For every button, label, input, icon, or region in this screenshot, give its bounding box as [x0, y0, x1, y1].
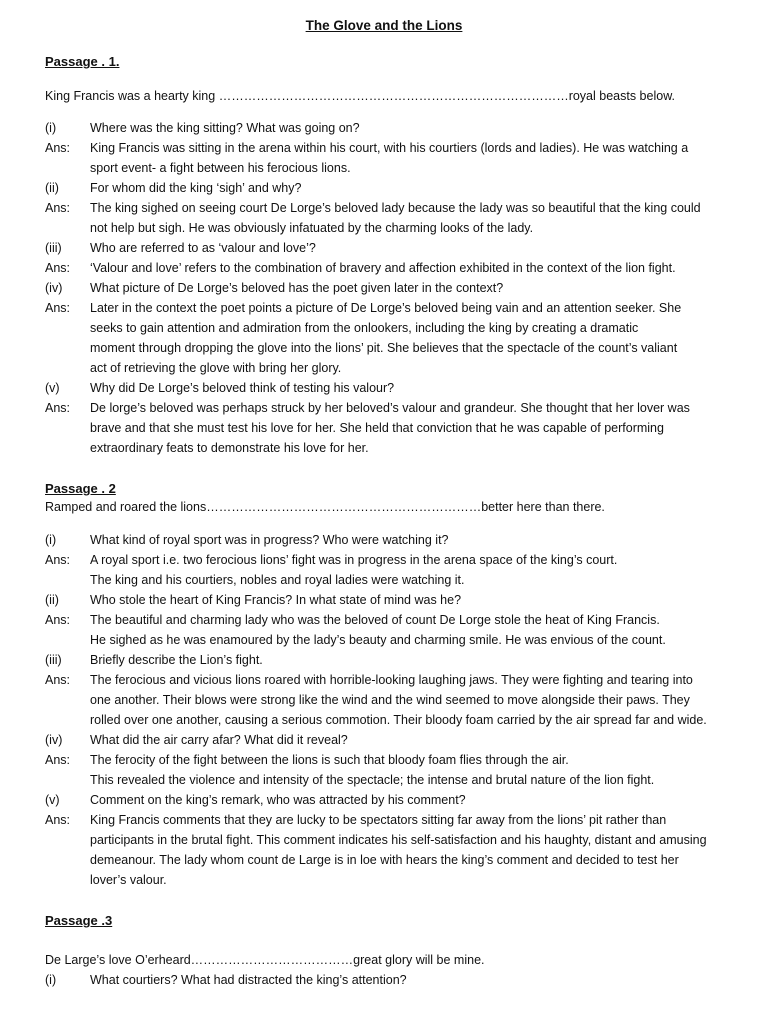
question-line	[45, 970, 735, 990]
answer-text: The king and his courtiers, nobles and royal ladies were watching it.	[90, 573, 465, 587]
answer-text: moment through dropping the glove into the lions’ pit. She believes that the spectacle of the count’s valiant	[90, 341, 678, 355]
answer-line	[45, 670, 735, 690]
label-spacer	[45, 358, 90, 378]
answer-line	[45, 398, 735, 418]
label-spacer	[45, 830, 90, 850]
label-spacer	[45, 690, 90, 710]
answer-line	[45, 218, 735, 238]
answer-line	[45, 358, 735, 378]
answer-line	[45, 550, 735, 570]
answer-text: King Francis was sitting in the arena within his court, with his courtiers (lords and ladies). He was watching a	[90, 141, 689, 155]
question-line	[45, 238, 735, 258]
answer-label: Ans:	[45, 401, 71, 415]
answer-label: Ans:	[45, 141, 71, 155]
answer-text: brave and that she must test his love for her. She held that conviction that he was capable of performing	[90, 421, 664, 435]
answer-line	[45, 690, 735, 710]
passage-1-questions	[45, 118, 735, 458]
question-number: (i)	[45, 533, 57, 547]
answer-text: ‘Valour and love’ refers to the combination of bravery and affection exhibited in the context of the lion fight.	[90, 261, 676, 275]
question-number: (iv)	[45, 733, 63, 747]
answer-text: sport event- a fight between his ferocious lions.	[90, 161, 351, 175]
question-number: (iv)	[45, 281, 63, 295]
answer-line	[45, 570, 735, 590]
answer-line	[45, 318, 735, 338]
answer-label: Ans:	[45, 813, 71, 827]
question-line	[45, 590, 735, 610]
label-spacer	[45, 218, 90, 238]
answer-text: King Francis comments that they are lucky to be spectators sitting far away from the lions’ pit rather than	[90, 813, 667, 827]
answer-text: rolled over one another, causing a serious commotion. Their bloody foam carried by the air spread far and wide.	[90, 713, 707, 727]
answer-label: Ans:	[45, 753, 71, 767]
answer-text: Later in the context the poet points a picture of De Lorge’s beloved being vain and an attention seeker. She	[90, 301, 682, 315]
answer-line	[45, 810, 735, 830]
label-spacer	[45, 158, 90, 178]
question-number: (i)	[45, 121, 57, 135]
answer-line	[45, 850, 735, 870]
question-number: (v)	[45, 381, 60, 395]
question-number: (iii)	[45, 241, 62, 255]
label-spacer	[45, 630, 90, 650]
answer-text: lover’s valour.	[90, 873, 167, 887]
label-spacer	[45, 318, 90, 338]
answer-text: extraordinary feats to demonstrate his love for her.	[90, 441, 369, 455]
passage-2-heading: Passage . 2	[45, 481, 116, 496]
label-spacer	[45, 418, 90, 438]
question-line	[45, 178, 735, 198]
answer-line	[45, 438, 735, 458]
question-number: (v)	[45, 793, 60, 807]
answer-line	[45, 830, 735, 850]
question-line	[45, 278, 735, 298]
answer-line	[45, 710, 735, 730]
answer-text: act of retrieving the glove with bring her glory.	[90, 361, 342, 375]
answer-label: Ans:	[45, 261, 71, 275]
passage-2-excerpt: Ramped and roared the lions…………………………………………………………better here than there.	[45, 500, 605, 514]
question-text: Who are referred to as ‘valour and love’?	[90, 241, 316, 255]
passage-3-excerpt: De Large’s love O’erheard…………………………………great glory will be mine.	[45, 953, 485, 967]
answer-line	[45, 770, 735, 790]
passage-3-heading: Passage .3	[45, 913, 113, 928]
question-text: Where was the king sitting? What was going on?	[90, 121, 360, 135]
answer-label: Ans:	[45, 613, 71, 627]
question-line	[45, 730, 735, 750]
question-text: What courtiers? What had distracted the king’s attention?	[90, 973, 407, 987]
question-text: Who stole the heart of King Francis? In what state of mind was he?	[90, 593, 462, 607]
answer-text: seeks to gain attention and admiration from the onlookers, including the king by creating a dramatic	[90, 321, 639, 335]
answer-line	[45, 138, 735, 158]
answer-text: The king sighed on seeing court De Lorge’s beloved lady because the lady was so beautiful that the king could	[90, 201, 701, 215]
answer-text: one another. Their blows were strong like the wind and the wind seemed to move alongside their paws. They	[90, 693, 690, 707]
label-spacer	[45, 770, 90, 790]
answer-text: The beautiful and charming lady who was the beloved of count De Lorge stole the heat of King Francis.	[90, 613, 660, 627]
question-line	[45, 530, 735, 550]
question-text: Briefly describe the Lion’s fight.	[90, 653, 263, 667]
answer-line	[45, 338, 735, 358]
answer-text: He sighed as he was enamoured by the lady’s beauty and charming smile. He was envious of the count.	[90, 633, 666, 647]
passage-1-excerpt: King Francis was a hearty king …………………………………………………………………………royal beasts below.	[45, 89, 675, 103]
question-number: (iii)	[45, 653, 62, 667]
answer-line	[45, 630, 735, 650]
answer-line	[45, 418, 735, 438]
label-spacer	[45, 570, 90, 590]
answer-text: demeanour. The lady whom count de Large is in loe with hears the king’s comment and decided to test her	[90, 853, 679, 867]
answer-line	[45, 158, 735, 178]
label-spacer	[45, 338, 90, 358]
question-line	[45, 790, 735, 810]
answer-text: The ferocious and vicious lions roared with horrible-looking laughing jaws. They were fighting and tearing into	[90, 673, 693, 687]
answer-line	[45, 610, 735, 630]
answer-text: De lorge’s beloved was perhaps struck by her beloved’s valour and grandeur. She thought that her lover was	[90, 401, 690, 415]
answer-line	[45, 870, 735, 890]
question-number: (ii)	[45, 181, 59, 195]
answer-label: Ans:	[45, 553, 71, 567]
question-number: (ii)	[45, 593, 59, 607]
label-spacer	[45, 850, 90, 870]
answer-line	[45, 750, 735, 770]
question-text: Comment on the king’s remark, who was attracted by his comment?	[90, 793, 466, 807]
question-line	[45, 378, 735, 398]
label-spacer	[45, 710, 90, 730]
answer-text: The ferocity of the fight between the lions is such that bloody foam flies through the air.	[90, 753, 569, 767]
answer-line	[45, 258, 735, 278]
question-text: What kind of royal sport was in progress? Who were watching it?	[90, 533, 449, 547]
question-line	[45, 118, 735, 138]
answer-line	[45, 198, 735, 218]
answer-label: Ans:	[45, 673, 71, 687]
answer-text: not help but sigh. He was obviously infatuated by the charming looks of the lady.	[90, 221, 534, 235]
label-spacer	[45, 438, 90, 458]
question-text: What did the air carry afar? What did it reveal?	[90, 733, 348, 747]
answer-text: participants in the brutal fight. This comment indicates his self-satisfaction and his haughty, distant and amusing	[90, 833, 707, 847]
answer-text: A royal sport i.e. two ferocious lions’ fight was in progress in the arena space of the king’s court.	[90, 553, 618, 567]
document-title: The Glove and the Lions	[305, 18, 463, 33]
question-text: What picture of De Lorge’s beloved has the poet given later in the context?	[90, 281, 504, 295]
passage-1-heading: Passage . 1.	[45, 54, 120, 69]
question-number: (i)	[45, 973, 57, 987]
question-text: For whom did the king ‘sigh’ and why?	[90, 181, 302, 195]
passage-2-questions	[45, 530, 735, 890]
answer-label: Ans:	[45, 301, 71, 315]
answer-line	[45, 298, 735, 318]
passage-3-questions	[45, 970, 735, 990]
answer-label: Ans:	[45, 201, 71, 215]
label-spacer	[45, 870, 90, 890]
question-line	[45, 650, 735, 670]
question-text: Why did De Lorge’s beloved think of testing his valour?	[90, 381, 395, 395]
answer-text: This revealed the violence and intensity of the spectacle; the intense and brutal nature of the lion fight.	[90, 773, 655, 787]
